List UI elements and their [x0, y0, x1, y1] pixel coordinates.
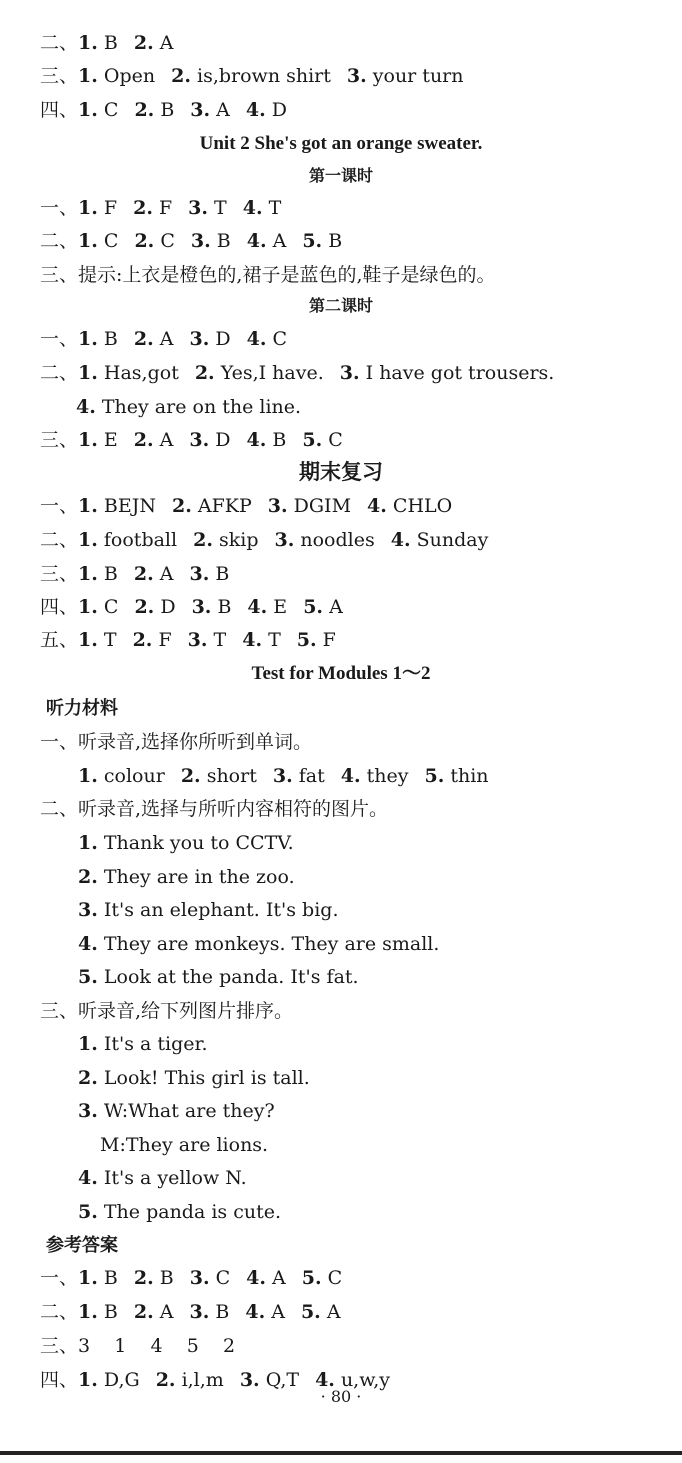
- item-answer: A: [210, 99, 230, 121]
- answer-item: [78, 495, 156, 517]
- item-answer: A: [153, 1301, 174, 1323]
- item-number: 5.: [78, 966, 98, 988]
- item-answer: B: [97, 328, 118, 350]
- item-number: 3.: [78, 1100, 98, 1122]
- item-answer: They are on the line.: [95, 396, 302, 418]
- item-number: 1.: [78, 32, 98, 54]
- item-answer: B: [211, 596, 232, 618]
- listening-row: [78, 763, 489, 789]
- item-number: 3.: [190, 230, 211, 252]
- item-number: 2.: [193, 529, 213, 551]
- answer-item: [78, 65, 155, 87]
- answer-item: [134, 1301, 174, 1323]
- answer-item: [134, 32, 174, 54]
- item-answer: u,w,y: [334, 1369, 391, 1391]
- answer-item: [133, 197, 172, 219]
- answer-row: [40, 527, 488, 553]
- answer-item: [78, 629, 117, 651]
- item-number: 3.: [189, 1301, 210, 1323]
- answer-item: [191, 230, 231, 252]
- question-number: 二、: [40, 1301, 79, 1323]
- item-answer: short: [200, 765, 257, 787]
- lesson-heading: 第一课时: [308, 166, 373, 185]
- answer-item: [78, 32, 118, 54]
- answer-item: [78, 596, 118, 618]
- item-number: 4.: [246, 1267, 266, 1289]
- item-answer: T: [262, 629, 281, 651]
- answer-item: [78, 362, 179, 384]
- item-number: 4.: [76, 396, 96, 418]
- item-number: 3.: [239, 1369, 260, 1391]
- item-number: 1.: [78, 1301, 98, 1323]
- answer-item: [341, 765, 409, 787]
- answer-item: [172, 495, 252, 517]
- answer-item: [134, 429, 174, 451]
- listening-row: [78, 864, 295, 890]
- item-number: 2.: [171, 495, 192, 517]
- item-number: 1.: [78, 1033, 98, 1055]
- answer-item: [78, 866, 295, 888]
- item-number: 4.: [78, 933, 98, 955]
- item-answer: A: [320, 1301, 341, 1323]
- answer-item: [347, 65, 464, 87]
- item-answer: F: [316, 629, 336, 651]
- item-number: 2.: [133, 429, 154, 451]
- answer-item: [190, 1267, 230, 1289]
- answer-item: [189, 563, 229, 585]
- item-number: 1.: [78, 362, 98, 384]
- item-answer: C: [209, 1267, 231, 1289]
- question-number: 一、: [40, 1267, 79, 1289]
- item-number: 4.: [390, 529, 411, 551]
- answer-row: [40, 1265, 342, 1291]
- item-number: 3.: [339, 362, 360, 384]
- answer-item: [78, 933, 439, 955]
- item-answer: colour: [97, 765, 165, 787]
- answer-item: [193, 529, 258, 551]
- item-answer: AFKP: [191, 495, 252, 517]
- answer-row: [40, 63, 464, 89]
- item-answer: F: [152, 197, 173, 219]
- answer-item: [134, 99, 174, 121]
- test-title: Test for Modules 1～2: [251, 663, 431, 684]
- answer-item: [188, 629, 227, 651]
- section-heading: 期末复习: [299, 459, 383, 484]
- listening-row: [78, 1098, 275, 1124]
- answer-item: [134, 230, 174, 252]
- item-answer: CHLO: [386, 495, 453, 517]
- answer-item: [78, 197, 117, 219]
- listening-row: [78, 897, 338, 923]
- answer-item: [171, 65, 331, 87]
- question-number: 五、: [40, 629, 79, 651]
- answer-row-order: 三、3 1 4 5 2: [40, 1335, 236, 1357]
- answer-item: [245, 1301, 285, 1323]
- item-number: 3.: [274, 529, 295, 551]
- item-answer: F: [97, 197, 118, 219]
- item-number: 5.: [303, 596, 324, 618]
- answer-item: [134, 596, 175, 618]
- question-number: 四、: [40, 99, 79, 121]
- item-number: 2.: [180, 765, 201, 787]
- item-answer: BEJN: [97, 495, 156, 517]
- item-number: 5.: [301, 1267, 322, 1289]
- answer-item: [78, 765, 165, 787]
- item-answer: B: [97, 1267, 118, 1289]
- item-answer: thin: [444, 765, 489, 787]
- item-answer: B: [97, 1301, 118, 1323]
- answer-item: [189, 429, 230, 451]
- item-answer: A: [153, 328, 174, 350]
- answers-label: 参考答案: [46, 1235, 118, 1256]
- item-answer: DGIM: [287, 495, 352, 517]
- answer-item: [76, 396, 301, 418]
- item-answer: Look! This girl is tall.: [97, 1067, 310, 1089]
- item-number: 1.: [78, 429, 98, 451]
- item-number: 2.: [155, 1369, 176, 1391]
- item-answer: T: [207, 629, 227, 651]
- answer-row: [40, 326, 287, 352]
- item-number: 1.: [78, 596, 98, 618]
- question-number: 一、: [40, 495, 79, 517]
- item-answer: B: [153, 1267, 174, 1289]
- hint-text: 三、提示:上衣是橙色的,裙子是蓝色的,鞋子是绿色的。: [40, 264, 496, 286]
- item-answer: A: [266, 230, 287, 252]
- item-number: 4.: [245, 99, 266, 121]
- question-number: 二、: [40, 529, 79, 551]
- item-answer: B: [209, 1301, 230, 1323]
- item-answer: A: [153, 563, 174, 585]
- question-number: 三、: [40, 429, 79, 451]
- answer-item: [78, 328, 118, 350]
- answer-item: [247, 429, 287, 451]
- item-answer: It's an elephant. It's big.: [97, 899, 339, 921]
- answer-item: [391, 529, 489, 551]
- item-answer: Look at the panda. It's fat.: [97, 966, 359, 988]
- item-number: 3.: [187, 629, 208, 651]
- answer-item: [78, 832, 294, 854]
- answer-item: [189, 328, 230, 350]
- item-number: 1.: [78, 99, 98, 121]
- answer-item: [424, 765, 488, 787]
- item-number: 5.: [302, 429, 323, 451]
- item-answer: i,l,m: [175, 1369, 224, 1391]
- item-number: 1.: [78, 529, 98, 551]
- answer-item: [78, 1167, 247, 1189]
- question-number: 一、: [40, 328, 79, 350]
- item-answer: Sunday: [410, 529, 489, 551]
- answer-item: [78, 563, 118, 585]
- question-number: 三、: [40, 65, 79, 87]
- item-answer: C: [322, 429, 343, 451]
- item-number: 4.: [78, 1167, 98, 1189]
- item-answer: C: [97, 99, 119, 121]
- answer-row: [40, 627, 336, 653]
- item-answer: B: [322, 230, 343, 252]
- item-answer: football: [97, 529, 178, 551]
- item-number: 3.: [189, 429, 210, 451]
- answer-item: [78, 230, 118, 252]
- answer-item: [189, 1301, 229, 1323]
- item-answer: W:What are they?: [97, 1100, 275, 1122]
- answer-item: [188, 197, 227, 219]
- answer-row: [40, 561, 229, 587]
- answer-item: [340, 362, 555, 384]
- item-number: 4.: [245, 1301, 266, 1323]
- item-answer: I have got trousers.: [359, 362, 555, 384]
- answer-item: [247, 328, 287, 350]
- listening-row: [78, 1065, 310, 1091]
- item-number: 1.: [78, 629, 98, 651]
- item-number: 4.: [246, 230, 267, 252]
- item-number: 3.: [189, 328, 210, 350]
- bottom-rule: [0, 1451, 682, 1455]
- item-number: 1.: [78, 197, 98, 219]
- item-number: 1.: [78, 65, 98, 87]
- item-answer: B: [266, 429, 287, 451]
- item-number: 1.: [78, 230, 98, 252]
- item-number: 2.: [132, 629, 153, 651]
- item-number: 2.: [133, 328, 154, 350]
- item-answer: B: [209, 563, 230, 585]
- item-number: 4.: [315, 1369, 335, 1391]
- item-number: 3.: [189, 563, 210, 585]
- answer-item: [192, 596, 232, 618]
- answer-item: [247, 230, 287, 252]
- item-answer: T: [97, 629, 117, 651]
- item-answer: fat: [292, 765, 325, 787]
- lesson-heading: 第二课时: [308, 296, 373, 315]
- item-answer: E: [267, 596, 288, 618]
- item-answer: They are in the zoo.: [97, 866, 295, 888]
- item-answer: C: [154, 230, 175, 252]
- question-number: 四、: [40, 1369, 79, 1391]
- item-number: 1.: [78, 1267, 98, 1289]
- item-number: 1.: [78, 832, 98, 854]
- item-number: 2.: [134, 99, 155, 121]
- answer-item: [242, 629, 281, 651]
- item-answer: It's a yellow N.: [97, 1167, 247, 1189]
- answer-item: [190, 99, 230, 121]
- answer-item: [78, 899, 338, 921]
- item-answer: C: [97, 230, 119, 252]
- answer-item: [297, 629, 336, 651]
- item-answer: D: [209, 429, 231, 451]
- item-answer: B: [97, 32, 118, 54]
- answer-item: [78, 1267, 118, 1289]
- item-answer: Thank you to CCTV.: [97, 832, 294, 854]
- item-answer: A: [265, 1301, 285, 1323]
- item-number: 2.: [133, 1267, 154, 1289]
- answer-item: [195, 362, 324, 384]
- answer-row: [40, 493, 452, 519]
- item-number: 1.: [78, 563, 98, 585]
- page-number: · 80 ·: [320, 1387, 362, 1406]
- item-answer: D,G: [97, 1369, 140, 1391]
- question-number: 三、: [40, 563, 79, 585]
- item-number: 3.: [267, 495, 288, 517]
- answer-item: [246, 1267, 286, 1289]
- answer-item: [301, 1301, 341, 1323]
- item-answer: They are monkeys. They are small.: [97, 933, 440, 955]
- answer-item: [78, 99, 118, 121]
- listening-row: [78, 1165, 247, 1191]
- item-number: 1.: [78, 765, 98, 787]
- question-number: 二、: [40, 32, 79, 54]
- item-answer: is,brown shirt: [190, 65, 331, 87]
- answer-row: [40, 30, 173, 56]
- item-number: 5.: [78, 1201, 98, 1223]
- answer-item: [133, 629, 172, 651]
- question-number: 二、: [40, 362, 79, 384]
- question-heading: 三、听录音,给下列图片排序。: [40, 1000, 294, 1022]
- listening-row: [78, 1031, 208, 1057]
- answer-item: [78, 1301, 118, 1323]
- question-heading: 一、听录音,选择你所听到单词。: [40, 731, 313, 753]
- item-number: 3.: [188, 197, 209, 219]
- item-number: 3.: [191, 596, 212, 618]
- item-number: 4.: [247, 596, 268, 618]
- answer-item: [302, 1267, 342, 1289]
- item-number: 2.: [171, 65, 191, 87]
- answer-item: [78, 429, 118, 451]
- item-answer: C: [97, 596, 119, 618]
- item-answer: T: [208, 197, 227, 219]
- answer-item: [302, 429, 342, 451]
- answer-row: [40, 360, 554, 386]
- item-answer: B: [97, 563, 118, 585]
- answer-item: [78, 1033, 208, 1055]
- answer-item: [78, 966, 359, 988]
- answer-item: [247, 596, 287, 618]
- item-number: 4.: [367, 495, 387, 517]
- answer-row: [40, 97, 287, 123]
- item-number: 4.: [242, 197, 263, 219]
- answer-item: [78, 1201, 281, 1223]
- item-number: 3.: [189, 1267, 210, 1289]
- item-answer: your turn: [366, 65, 464, 87]
- item-answer: noodles: [294, 529, 375, 551]
- item-answer: A: [266, 1267, 286, 1289]
- answer-row: [76, 394, 301, 420]
- item-answer: T: [262, 197, 282, 219]
- answer-item: [302, 230, 342, 252]
- question-number: 二、: [40, 230, 79, 252]
- answer-item: [268, 495, 351, 517]
- item-number: 4.: [246, 328, 267, 350]
- answer-item: [243, 197, 282, 219]
- item-number: 2.: [133, 32, 154, 54]
- listening-row: [78, 830, 294, 856]
- answer-item: [134, 328, 174, 350]
- answer-row: [40, 1299, 341, 1325]
- item-number: 2.: [134, 230, 155, 252]
- answer-row: [40, 228, 342, 254]
- answer-item: [78, 1100, 275, 1122]
- item-number: 4.: [246, 429, 267, 451]
- answer-item: [274, 529, 374, 551]
- answer-item: [246, 99, 287, 121]
- item-number: 2.: [133, 563, 154, 585]
- question-number: 四、: [40, 596, 79, 618]
- answer-row: [40, 594, 343, 620]
- item-number: 1.: [78, 495, 98, 517]
- answer-item: [273, 765, 325, 787]
- item-number: 5.: [296, 629, 317, 651]
- item-number: 2.: [133, 197, 153, 219]
- answer-row: [40, 195, 281, 221]
- listening-row: [78, 1199, 281, 1225]
- listening-label: 听力材料: [46, 698, 118, 719]
- item-answer: C: [321, 1267, 343, 1289]
- item-number: 5.: [424, 765, 445, 787]
- answer-item: [78, 1067, 310, 1089]
- listening-line: M:They are lions.: [100, 1134, 269, 1156]
- item-number: 5.: [302, 230, 323, 252]
- item-answer: B: [154, 99, 175, 121]
- listening-row: [78, 931, 439, 957]
- item-answer: skip: [212, 529, 259, 551]
- answer-item: [134, 563, 174, 585]
- unit-title: Unit 2 She's got an orange sweater.: [199, 133, 483, 154]
- item-answer: C: [266, 328, 288, 350]
- item-answer: The panda is cute.: [97, 1201, 281, 1223]
- item-number: 1.: [78, 1369, 98, 1391]
- item-number: 2.: [134, 596, 155, 618]
- item-answer: Open: [97, 65, 156, 87]
- answer-item: [181, 765, 257, 787]
- question-heading: 二、听录音,选择与所听内容相符的图片。: [40, 798, 389, 820]
- item-number: 2.: [78, 1067, 98, 1089]
- item-number: 1.: [78, 328, 98, 350]
- answer-item: [134, 1267, 174, 1289]
- item-number: 2.: [133, 1301, 154, 1323]
- item-answer: D: [265, 99, 288, 121]
- item-answer: D: [209, 328, 231, 350]
- answer-item: [303, 596, 343, 618]
- item-number: 2.: [78, 866, 98, 888]
- item-answer: A: [153, 429, 174, 451]
- listening-row: [78, 964, 359, 990]
- item-answer: Has,got: [97, 362, 179, 384]
- item-answer: It's a tiger.: [97, 1033, 208, 1055]
- item-answer: A: [323, 596, 343, 618]
- item-number: 4.: [340, 765, 361, 787]
- question-number: 一、: [40, 197, 79, 219]
- item-number: 3.: [190, 99, 211, 121]
- item-number: 3.: [78, 899, 98, 921]
- item-answer: they: [360, 765, 409, 787]
- answer-item: [367, 495, 452, 517]
- answer-item: [78, 529, 177, 551]
- item-answer: B: [210, 230, 231, 252]
- item-answer: Q,T: [259, 1369, 300, 1391]
- item-answer: E: [97, 429, 118, 451]
- item-number: 3.: [272, 765, 293, 787]
- answer-row: [40, 427, 343, 453]
- item-answer: F: [152, 629, 172, 651]
- item-number: 4.: [242, 629, 263, 651]
- item-number: 2.: [194, 362, 215, 384]
- item-answer: A: [153, 32, 174, 54]
- item-number: 3.: [346, 65, 367, 87]
- item-answer: Yes,I have.: [214, 362, 324, 384]
- item-answer: D: [154, 596, 176, 618]
- item-number: 5.: [300, 1301, 321, 1323]
